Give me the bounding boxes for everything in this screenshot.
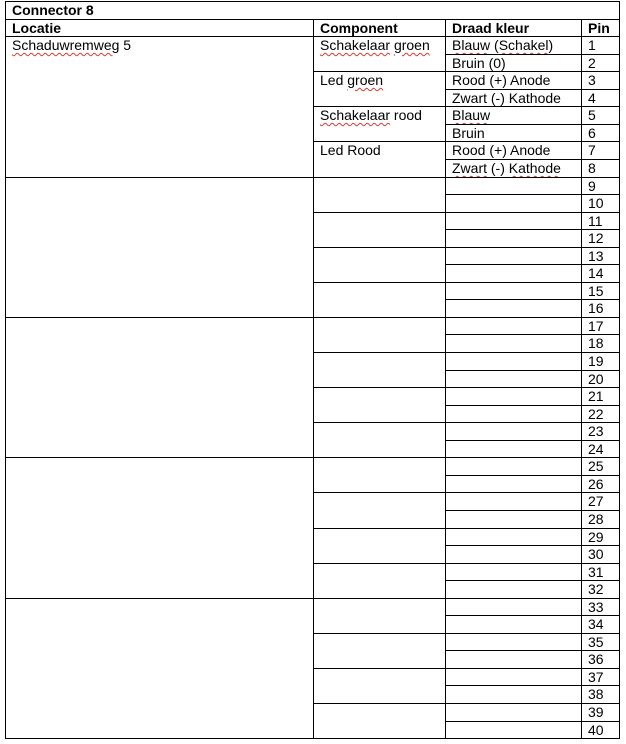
- wire-color-cell: [445, 685, 582, 704]
- component-cell: [313, 106, 446, 142]
- pin-cell: [581, 36, 620, 55]
- pin-cell: [581, 405, 620, 423]
- pin-cell: [581, 229, 620, 248]
- component-cell-text: Schakelaar rood: [320, 107, 422, 123]
- wire-color-cell: [445, 71, 582, 90]
- pin-cell: [581, 492, 620, 511]
- header-pin-text: Pin: [588, 20, 610, 36]
- pin-cell-text: 24: [588, 441, 604, 457]
- component-cell: [313, 387, 446, 423]
- pin-cell-text: 40: [588, 722, 604, 738]
- table-title-text: Connector 8: [12, 2, 94, 18]
- pin-cell: [581, 457, 620, 476]
- pin-cell-text: 32: [588, 581, 604, 597]
- pin-cell: [581, 650, 620, 669]
- wire-color-cell: [445, 352, 582, 371]
- pin-cell-text: 28: [588, 511, 604, 527]
- pin-cell: [581, 475, 620, 493]
- pin-cell-text: 18: [588, 335, 604, 351]
- pin-cell: [581, 54, 620, 72]
- component-cell: [313, 563, 446, 599]
- pin-cell-text: 5: [588, 107, 596, 123]
- pin-cell: [581, 563, 620, 581]
- wire-color-cell: [445, 721, 582, 739]
- pin-cell: [581, 598, 620, 616]
- wire-color-cell: [445, 703, 582, 722]
- header-locatie: [5, 19, 314, 37]
- pin-cell-text: 35: [588, 634, 604, 650]
- pin-cell-text: 6: [588, 125, 596, 141]
- pin-cell-text: 36: [588, 651, 604, 667]
- component-cell: [313, 141, 446, 178]
- pin-cell: [581, 668, 620, 686]
- wire-color-cell: [445, 457, 582, 476]
- wire-color-cell: [445, 89, 582, 107]
- wire-color-cell: [445, 492, 582, 511]
- pin-cell: [581, 387, 620, 406]
- pin-cell-text: 25: [588, 458, 604, 474]
- header-draad-kleur-text: Draad kleur: [452, 20, 530, 36]
- pin-cell: [581, 528, 620, 546]
- pin-cell: [581, 633, 620, 651]
- component-cell: [313, 528, 446, 564]
- header-component-text: Component: [320, 20, 398, 36]
- wire-color-cell: [445, 159, 582, 178]
- pin-cell: [581, 247, 620, 265]
- pin-cell: [581, 177, 620, 195]
- component-cell: [313, 668, 446, 704]
- wire-color-cell-text: Blauw: [452, 107, 491, 123]
- component-cell: [313, 703, 446, 739]
- wire-color-cell: [445, 141, 582, 160]
- header-pin: [581, 19, 620, 37]
- component-cell: [313, 36, 446, 72]
- pin-cell-text: 29: [588, 529, 604, 545]
- component-cell: [313, 422, 446, 458]
- pin-cell-text: 7: [588, 142, 596, 158]
- component-cell: [313, 457, 446, 493]
- wire-color-cell: [445, 106, 582, 125]
- location-cell: [5, 598, 314, 739]
- pin-cell-text: 4: [588, 90, 596, 106]
- pin-cell-text: 26: [588, 476, 604, 492]
- wire-color-cell: [445, 264, 582, 283]
- component-cell: [313, 352, 446, 388]
- wire-color-cell-text: Rood (+) Anode: [452, 72, 551, 88]
- wire-color-cell: [445, 545, 582, 564]
- component-cell: [313, 177, 446, 213]
- wire-color-cell: [445, 54, 582, 72]
- pin-cell: [581, 685, 620, 704]
- wire-color-cell: [445, 563, 582, 581]
- location-cell: [5, 36, 314, 178]
- location-cell: [5, 317, 314, 458]
- pin-cell: [581, 352, 620, 371]
- pin-cell: [581, 299, 620, 318]
- pin-cell-text: 20: [588, 371, 604, 387]
- pin-cell-text: 30: [588, 546, 604, 562]
- wire-color-cell: [445, 370, 582, 388]
- location-cell-text: Schaduwremweg 5: [12, 37, 132, 53]
- pin-cell: [581, 422, 620, 441]
- pin-cell-text: 2: [588, 55, 596, 71]
- wire-color-cell-text: Zwart (-) Kathode: [452, 160, 561, 176]
- component-cell: [313, 247, 446, 283]
- pin-cell: [581, 721, 620, 739]
- wire-color-cell: [445, 317, 582, 335]
- component-cell: [313, 212, 446, 248]
- wire-color-cell: [445, 334, 582, 353]
- pin-cell-text: 23: [588, 423, 604, 439]
- wire-color-cell: [445, 36, 582, 55]
- pin-cell: [581, 334, 620, 353]
- component-cell-text: Led Rood: [320, 142, 381, 158]
- component-cell-text: Led groen: [320, 72, 384, 88]
- pin-cell: [581, 89, 620, 107]
- wire-color-cell: [445, 475, 582, 493]
- pin-cell-text: 37: [588, 669, 604, 685]
- pin-cell-text: 21: [588, 388, 604, 404]
- pin-cell: [581, 212, 620, 230]
- pin-cell-text: 34: [588, 616, 604, 632]
- pin-cell: [581, 545, 620, 564]
- component-cell: [313, 598, 446, 634]
- pin-cell-text: 27: [588, 493, 604, 509]
- pin-cell-text: 16: [588, 300, 604, 316]
- pin-cell-text: 19: [588, 353, 604, 369]
- pin-cell: [581, 440, 620, 458]
- pin-cell: [581, 317, 620, 335]
- wire-color-cell: [445, 177, 582, 195]
- pin-cell: [581, 71, 620, 90]
- header-locatie-text: Locatie: [12, 20, 62, 36]
- pin-cell-text: 17: [588, 318, 604, 334]
- pin-cell: [581, 141, 620, 160]
- component-cell: [313, 633, 446, 669]
- wire-color-cell: [445, 405, 582, 423]
- pin-cell-text: 33: [588, 599, 604, 615]
- pin-cell: [581, 510, 620, 529]
- wire-color-cell-text: Bruin (0): [452, 55, 506, 71]
- pin-cell-text: 11: [588, 213, 603, 229]
- pin-cell-text: 22: [588, 406, 604, 422]
- component-cell: [313, 71, 446, 107]
- header-component: [313, 19, 446, 37]
- wire-color-cell: [445, 282, 582, 300]
- pin-cell-text: 1: [588, 37, 596, 53]
- pin-cell-text: 8: [588, 160, 596, 176]
- wire-color-cell-text: Zwart (-) Kathode: [452, 90, 561, 106]
- pin-cell: [581, 703, 620, 722]
- wire-color-cell: [445, 440, 582, 458]
- pin-cell: [581, 106, 620, 125]
- wire-color-cell: [445, 598, 582, 616]
- wire-color-cell-text: Rood (+) Anode: [452, 142, 551, 158]
- wire-color-cell: [445, 650, 582, 669]
- pin-cell: [581, 124, 620, 142]
- wire-color-cell-text: Blauw (Schakel): [452, 37, 554, 53]
- wire-color-cell: [445, 124, 582, 142]
- table-title: [5, 1, 620, 20]
- pin-cell-text: 9: [588, 178, 596, 194]
- pin-cell-text: 12: [588, 230, 604, 246]
- component-cell: [313, 282, 446, 318]
- pin-cell-text: 10: [588, 195, 604, 211]
- pin-cell: [581, 370, 620, 388]
- wire-color-cell-text: Bruin: [452, 125, 485, 141]
- pin-cell-text: 15: [588, 283, 604, 299]
- component-cell: [313, 317, 446, 353]
- pin-cell-text: 31: [588, 564, 604, 580]
- wire-color-cell: [445, 229, 582, 248]
- wire-color-cell: [445, 668, 582, 686]
- pin-cell: [581, 264, 620, 283]
- pin-cell-text: 38: [588, 686, 604, 702]
- pin-cell: [581, 282, 620, 300]
- pin-cell: [581, 615, 620, 634]
- pin-cell-text: 3: [588, 72, 596, 88]
- wire-color-cell: [445, 510, 582, 529]
- wire-color-cell: [445, 615, 582, 634]
- pin-cell-text: 14: [588, 265, 604, 281]
- wire-color-cell: [445, 212, 582, 230]
- wire-color-cell: [445, 528, 582, 546]
- location-cell: [5, 457, 314, 599]
- wire-color-cell: [445, 422, 582, 441]
- location-cell: [5, 177, 314, 318]
- wire-color-cell: [445, 194, 582, 213]
- pin-cell: [581, 580, 620, 599]
- wire-color-cell: [445, 299, 582, 318]
- pin-cell: [581, 194, 620, 213]
- component-cell-text: Schakelaar groen: [320, 37, 430, 53]
- wire-color-cell: [445, 633, 582, 651]
- component-cell: [313, 492, 446, 529]
- pin-cell-text: 13: [588, 248, 604, 264]
- pin-cell-text: 39: [588, 704, 604, 720]
- wire-color-cell: [445, 247, 582, 265]
- header-draad-kleur: [445, 19, 582, 37]
- wire-color-cell: [445, 580, 582, 599]
- wire-color-cell: [445, 387, 582, 406]
- pin-cell: [581, 159, 620, 178]
